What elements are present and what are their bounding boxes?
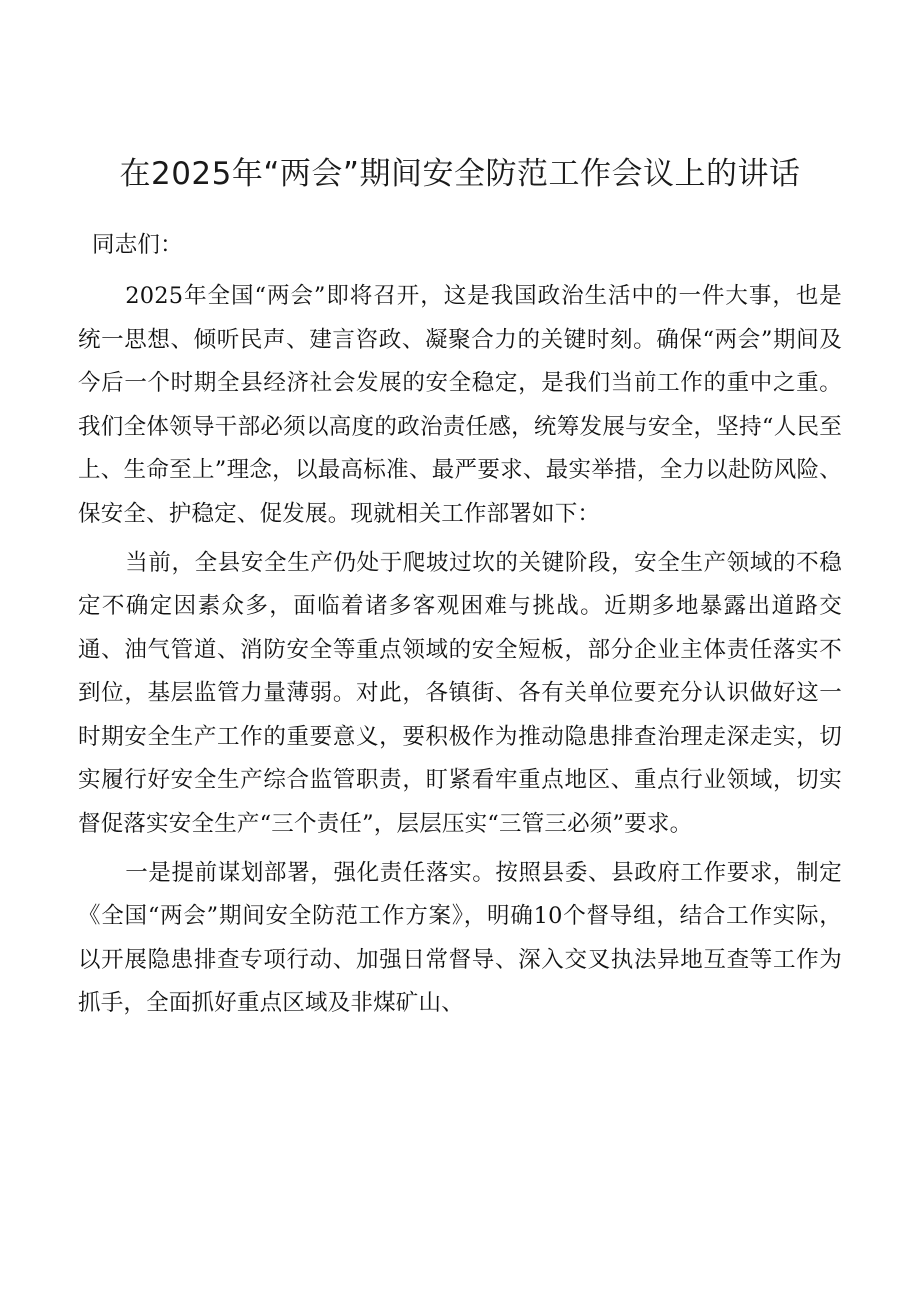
salutation: 同志们：	[92, 232, 183, 259]
paragraph: 当前，全县安全生产仍处于爬坡过坎的关键阶段，安全生产领域的不稳定不确定因素众多，面临着诸多客观困难与挑战。近期多地暴露出道路交通、油气管道、消防安全等重点领域的安全短板，部分企业主体责任落实不到位，基层监管力量薄弱。对此，各镇街、各有关单位要充分认识做好这一时期安全生产工作的重要意义，要积极作为推动隐患排查治理走深走实，切实履行好安全生产综合监管职责，盯紧看牢重点地区、重点行业领域，切实督促落实安全生产“三个责任”，层层压实“三管三必须”要求。	[78, 550, 842, 837]
page-title: 在2025年“两会”期间安全防范工作会议上的讲话	[119, 156, 801, 192]
paragraph: 2025年全国“两会”即将召开，这是我国政治生活中的一件大事，也是统一思想、倾听民声、建言咨政、凝聚合力的关键时刻。确保“两会”期间及今后一个时期全县经济社会发展的安全稳定，是我们当前工作的重中之重。我们全体领导干部必须以高度的政治责任感，统筹发展与安全，坚持“人民至上、生命至上”理念，以最高标准、最严要求、最实举措，全力以赴防风险、保安全、护稳定、促发展。现就相关工作部署如下：	[78, 283, 842, 527]
paragraph: 一是提前谋划部署，强化责任落实。按照县委、县政府工作要求，制定《全国“两会”期间安全防范工作方案》，明确10个督导组，结合工作实际，以开展隐患排查专项行动、加强日常督导、深入交叉执法异地互查等工作为抓手，全面抓好重点区域及非煤矿山、	[78, 859, 842, 1017]
